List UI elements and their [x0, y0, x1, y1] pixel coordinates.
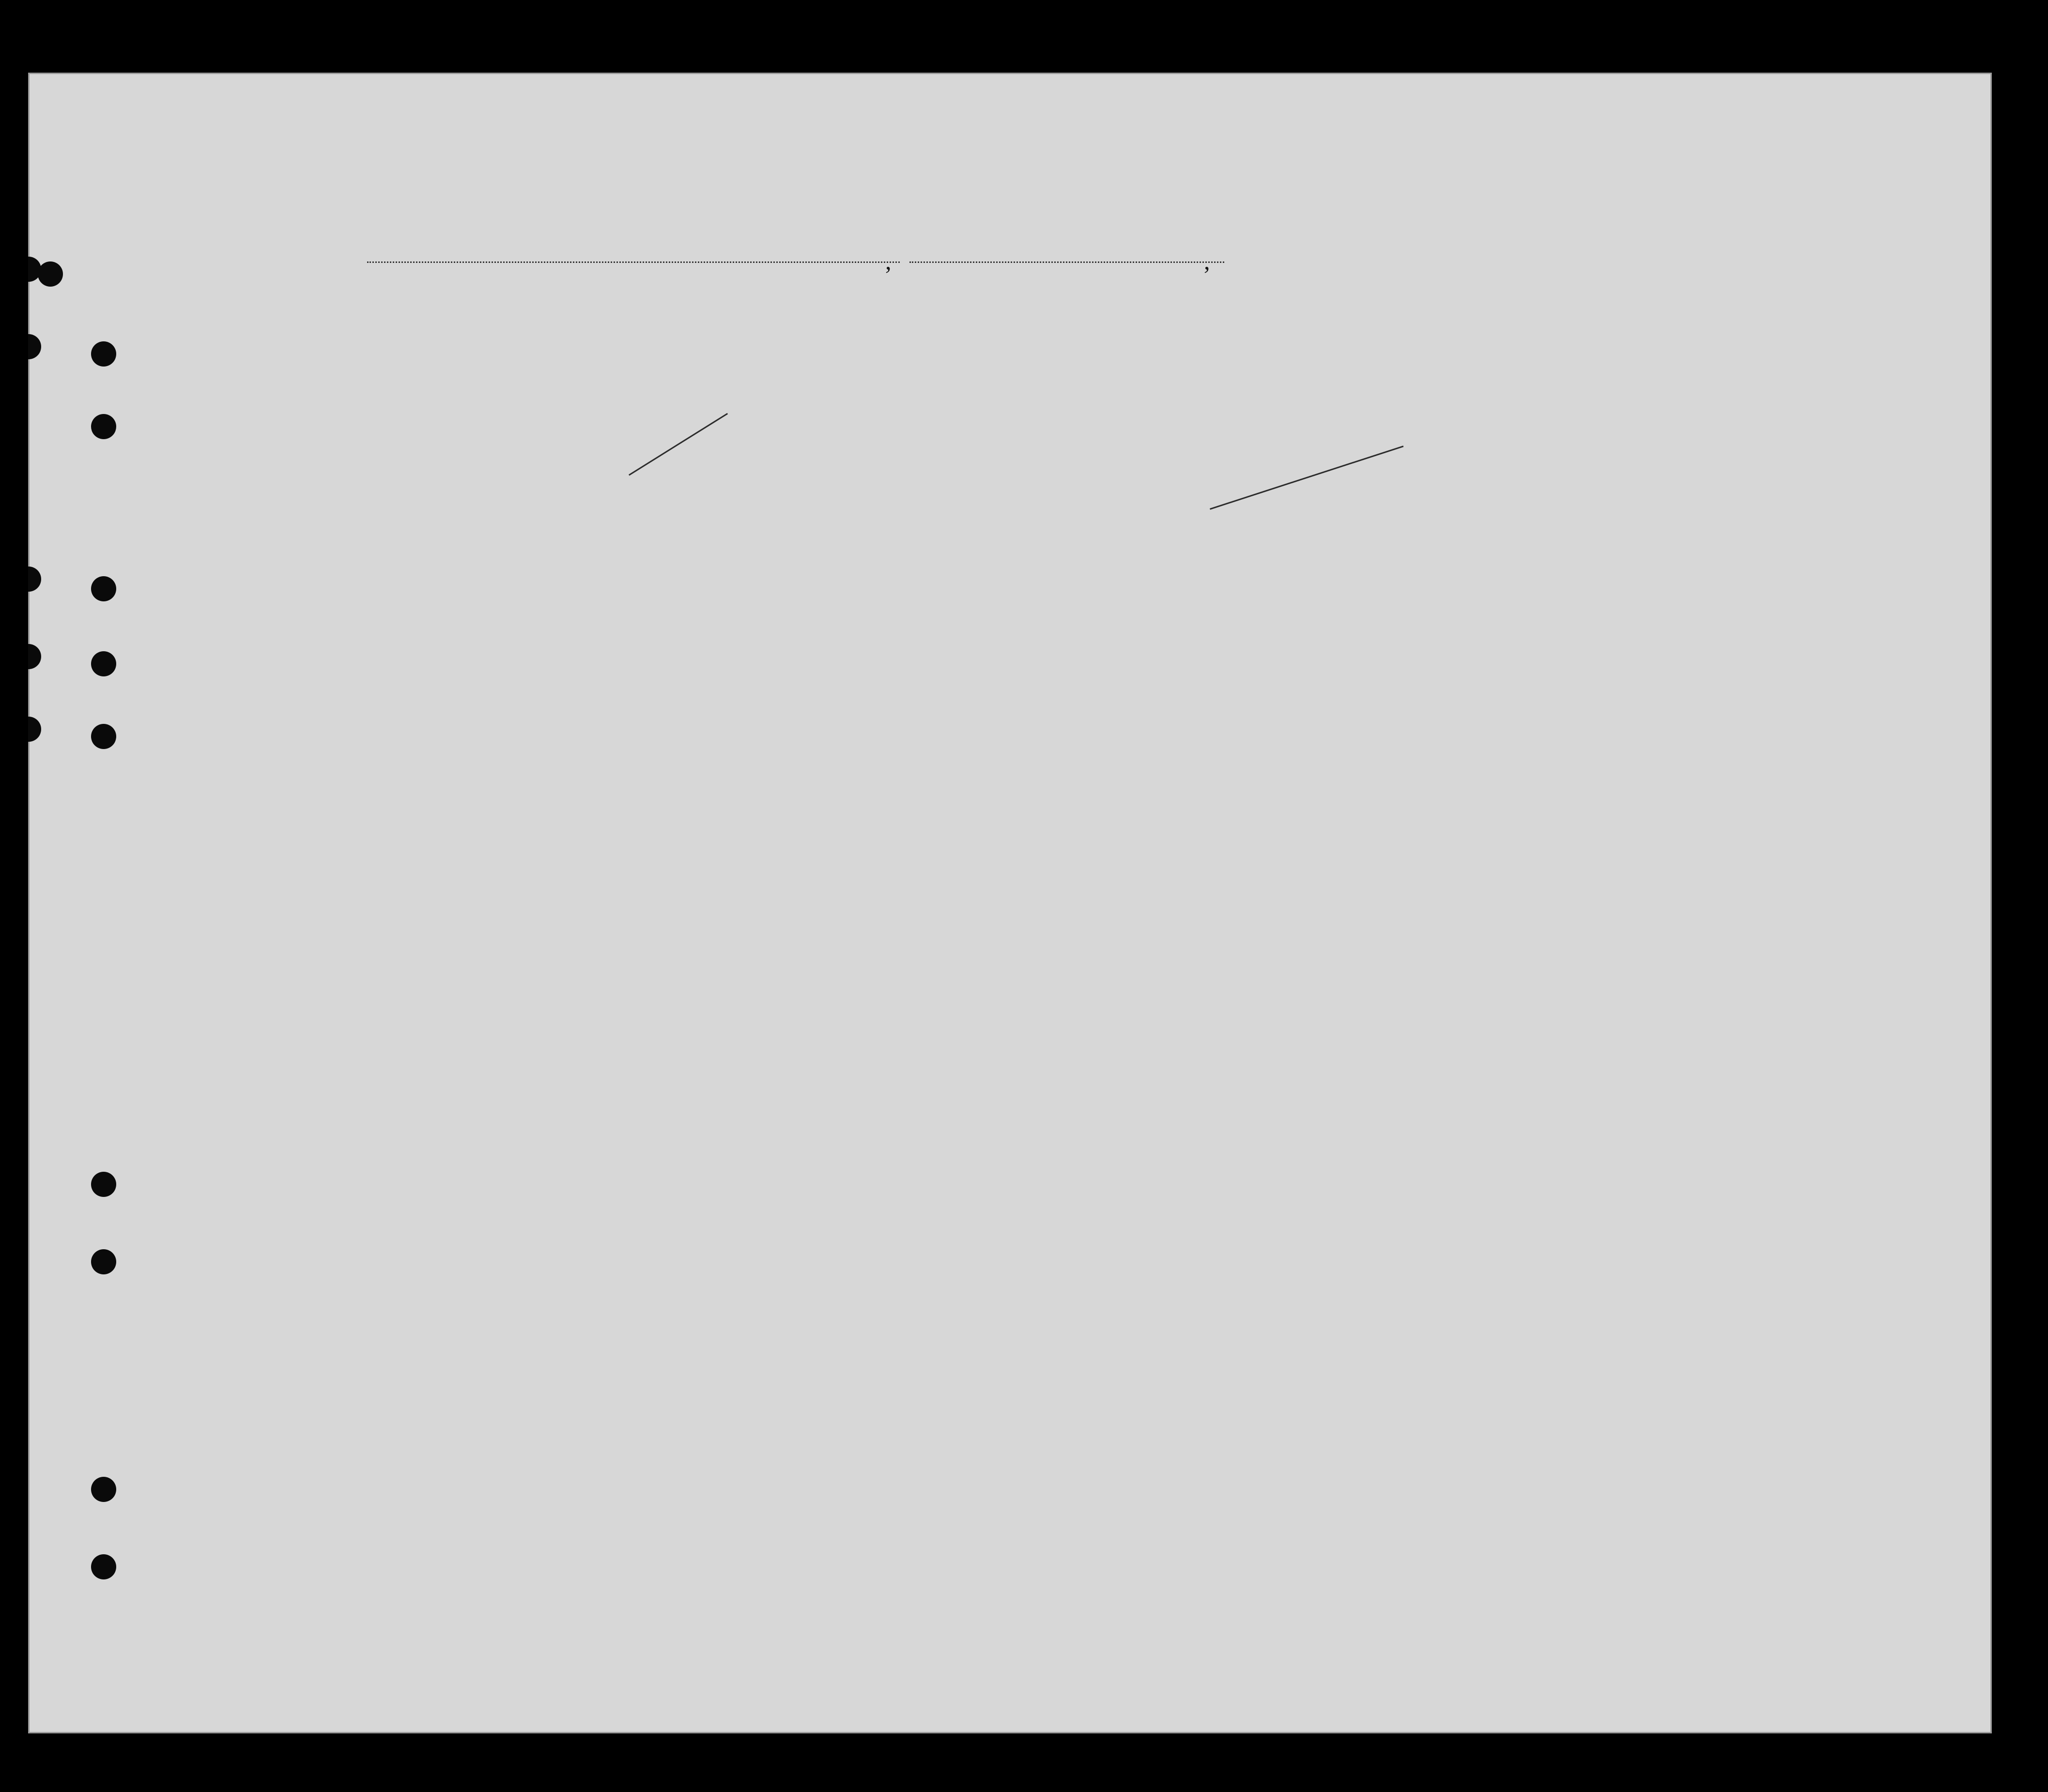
header-q28: [1401, 320, 1445, 504]
header-fifty-dollars: [705, 320, 734, 479]
header-inches: [1671, 445, 1691, 504]
header-anarchist: [1376, 320, 1394, 504]
manifest-sheet: [28, 73, 1992, 1733]
header-q30: [1483, 320, 1503, 504]
comma: ,: [885, 247, 892, 275]
header-purpose-length: [1238, 344, 1268, 504]
comma: ,: [1204, 247, 1210, 275]
header-ticket: [600, 320, 629, 479]
manifest-grid: [28, 73, 1992, 1733]
header-feet: [1648, 445, 1669, 504]
header-q31: [1505, 320, 1525, 504]
header-q29: [1448, 320, 1480, 504]
header-polygamist: [1355, 320, 1372, 504]
header-purpose-return: [1204, 344, 1234, 504]
